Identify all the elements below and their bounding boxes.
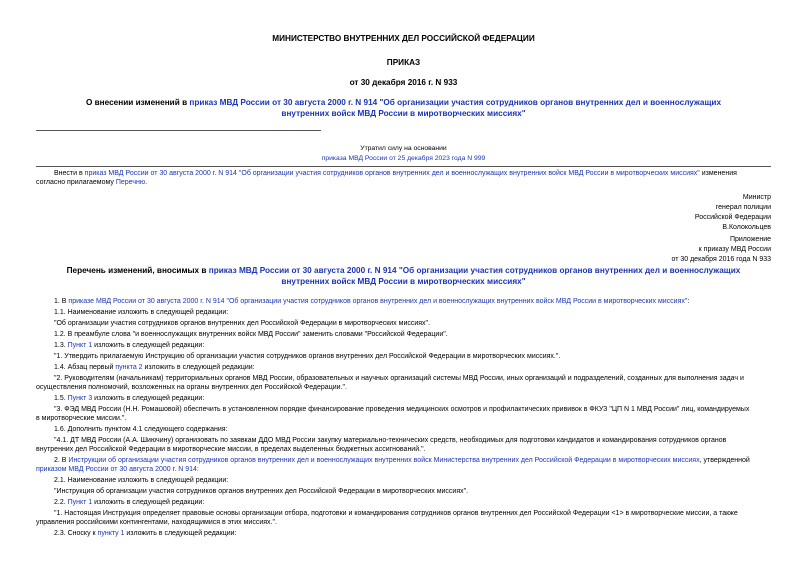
item-1-4: 1.4. Абзац первый пункта 2 изложить в следующей редакции:: [54, 364, 255, 371]
intro-paragraph: Внести в приказ МВД России от 30 августа 2000 г. N 914 "Об организации участия сотрудников органов внутренних дел и военнослужащих внутренних войск МВД России в миротворческих миссиях" изменения: [54, 170, 737, 177]
item-1-6-text-cont: внутренних дел Российской Федерации в миротворческие миссии, в пределах выделенных бюджетных ассигнований.".: [36, 446, 426, 453]
intro-paragraph-cont: согласно прилагаемому Перечню.: [36, 179, 148, 186]
item-1-1: 1.1. Наименование изложить в следующей редакции:: [54, 309, 229, 316]
item-2-2-text-cont: управления российскими контингентами, находящимися в этих миссиях.".: [36, 519, 277, 526]
item-1-link[interactable]: приказе МВД России от 30 августа 2000 г. N 914 "Об организации участия сотрудников органов внутренних дел и военнослужащих внутренних войск МВД России в миротворческих миссиях": [68, 298, 688, 305]
item-2-1-text: "Инструкция об организации участия сотрудников органов внутренних дел Российской Федерации в миротворческих миссиях".: [54, 488, 469, 495]
status-link[interactable]: приказа МВД России от 25 декабря 2023 года N 999: [321, 155, 486, 162]
ministry-heading: МИНИСТЕРСТВО ВНУТРЕННИХ ДЕЛ РОССИЙСКОЙ ФЕДЕРАЦИИ: [272, 34, 535, 43]
item-1-5: 1.5. Пункт 3 изложить в следующей редакции:: [54, 395, 205, 402]
item-1-2: 1.2. В преамбуле слова "и военнослужащих внутренних войск МВД России" заменить словами "Российской Федерации".: [54, 331, 448, 338]
intro-order-link[interactable]: приказ МВД России от 30 августа 2000 г. N 914 "Об организации участия сотрудников органов внутренних дел и военнослужащих внутренних войск МВД России в миротворческих миссиях": [84, 170, 700, 177]
divider-full: [36, 166, 771, 167]
title-order-link[interactable]: приказ МВД России от 30 августа 2000 г. N 914 "Об организации участия сотрудников органов внутренних дел и военнослужащих: [189, 98, 722, 107]
item-1-5-text: "3. ФЭД МВД России (Н.Н. Ромашовой) обеспечить в установленном порядке финансирование проведения медицинских осмотров и профилактических прививок в ФКУЗ "ЦП N 1 МВД России" лиц, командируемых: [54, 406, 750, 413]
item-1-4-text-cont: осуществления полномочий, возложенных на органы внутренних дел Российской Федерации.".: [36, 384, 347, 391]
item-2-1: 2.1. Наименование изложить в следующей редакции:: [54, 477, 229, 484]
order-heading: ПРИКАЗ: [386, 58, 421, 67]
item-1-5-text-cont: в миротворческие миссии.".: [36, 415, 127, 422]
status-note: Утратил силу на основании: [360, 145, 447, 152]
item-1-3: 1.3. Пункт 1 изложить в следующей редакции:: [54, 342, 205, 349]
appendix-block: Приложение к приказу МВД России от 30 декабря 2016 года N 933: [671, 236, 771, 263]
intro-list-link[interactable]: Перечню: [115, 179, 146, 186]
list-title-link-cont[interactable]: внутренних войск МВД России в миротворческих миссиях": [281, 277, 526, 286]
title-order-link-cont[interactable]: внутренних войск МВД России в миротворческих миссиях": [281, 109, 526, 118]
item-1-3-link[interactable]: Пункт 1: [67, 342, 93, 349]
item-2-2-link[interactable]: Пункт 1: [67, 499, 93, 506]
item-1-5-link[interactable]: Пункт 3: [67, 395, 93, 402]
item-1-6-text: "4.1. ДТ МВД России (А.А. Шиючину) организовать по заявкам ДДО МВД России закупку материально-технических средств, необходимых для подготовки кандидатов и командирования сотрудников органов: [54, 437, 727, 444]
item-1-4-text: "2. Руководителям (начальникам) территориальных органов МВД России, образовательных и научных организаций системы МВД России, иных организаций и подразделений, созданных для выполнения задач и: [54, 375, 744, 382]
item-2-2-text: "1. Настоящая Инструкция определяет правовые основы организации отбора, подготовки и командирования сотрудников органов внутренних дел Российской Федерации <1> в миротворческие миссии, а также: [54, 510, 738, 517]
item-2-2: 2.2. Пункт 1 изложить в следующей редакции:: [54, 499, 205, 506]
item-1-6: 1.6. Дополнить пунктом 4.1 следующего содержания:: [54, 426, 228, 433]
order-date: от 30 декабря 2016 г. N 933: [349, 78, 458, 87]
item-1-3-text: "1. Утвердить прилагаемую Инструкцию об организации участия сотрудников органов внутренних дел Российской Федерации в миротворческих миссиях.".: [54, 353, 561, 360]
item-1: 1. В приказе МВД России от 30 августа 2000 г. N 914 "Об организации участия сотрудников органов внутренних дел и военнослужащих внутренних войск МВД России в миротворческих миссиях":: [54, 298, 690, 305]
item-1-4-link[interactable]: пункта 2: [115, 364, 143, 371]
list-title: Перечень изменений, вносимых в приказ МВД России от 30 августа 2000 г. N 914 "Об организации участия сотрудников органов внутренних дел и военнослужащих внутренних войск МВД России в миротворческих миссиях": [66, 266, 741, 286]
divider: [36, 130, 321, 131]
item-2-3-link[interactable]: пункту 1: [97, 530, 125, 537]
item-1-1-text: "Об организации участия сотрудников органов внутренних дел Российской Федерации в миротворческих миссиях".: [54, 320, 430, 327]
signature-block: Министр генерал полиции Российской Федерации В.Колокольцев: [694, 194, 771, 231]
item-2-link[interactable]: Инструкции об организации участия сотрудников органов внутренних дел и военнослужащих внутренних войск Министерства внутренних дел Российской Федерации в миротворческих миссиях: [68, 457, 700, 464]
item-2-link-cont[interactable]: приказом МВД России от 30 августа 2000 г. N 914:: [36, 466, 199, 473]
document-title: О внесении изменений в приказ МВД России от 30 августа 2000 г. N 914 "Об организации участия сотрудников органов внутренних дел и военнослужащих внутренних войск МВД России в миротворческих миссиях": [85, 98, 722, 118]
item-2: 2. В Инструкции об организации участия сотрудников органов внутренних дел и военнослужащих внутренних войск Министерства внутренних дел Российской Федерации в миротворческих миссиях, утвержденной: [54, 457, 750, 464]
list-title-link[interactable]: приказ МВД России от 30 августа 2000 г. N 914 "Об организации участия сотрудников органов внутренних дел и военнослужащих: [208, 266, 741, 275]
item-2-3: 2.3. Сноску к пункту 1 изложить в следующей редакции:: [54, 530, 237, 537]
